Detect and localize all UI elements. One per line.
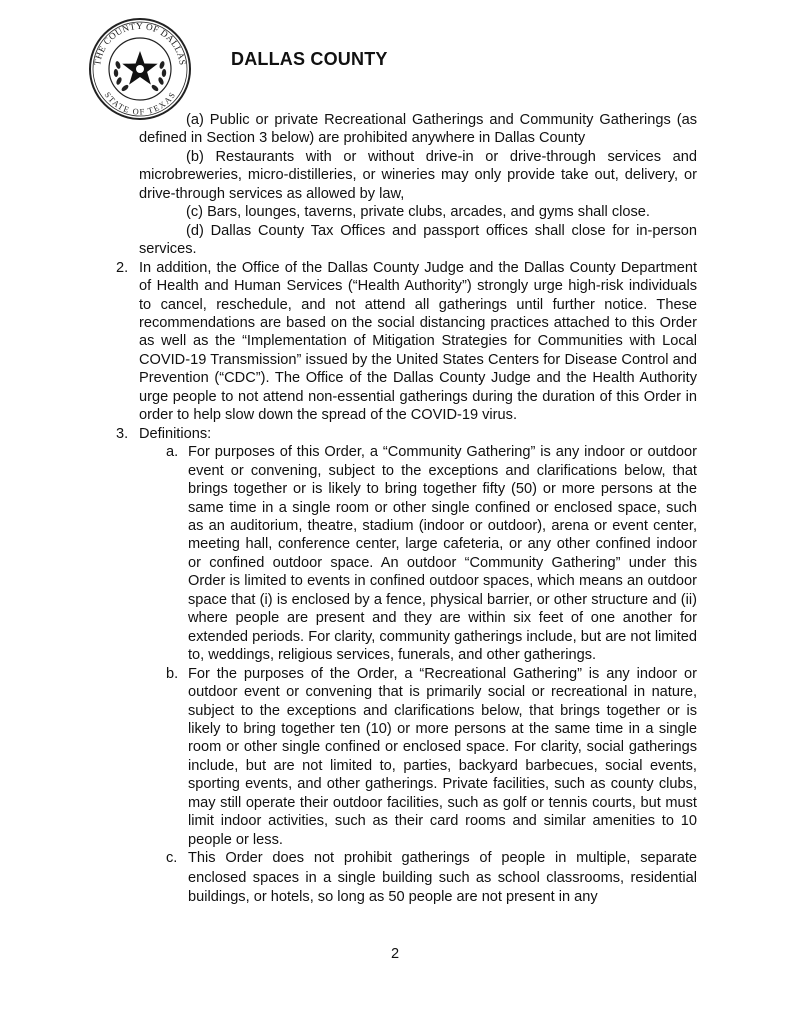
definition-b xyxy=(166,665,697,850)
numbered-item-2 xyxy=(116,259,697,425)
item-3-heading: Definitions: xyxy=(139,425,212,442)
definition-b-text: For the purposes of the Order, a “Recreational Gathering” is any indoor or outdoor event or convening that is primarily social or recreational in nature, subject to the exceptions and clarifications below, that brings together or is likely to bring together ten (10) or more persons at the same time in a single room or other single confined or enclosed space. For clarity, social gatherings include, but are not limited to, parties, backyard barbecues, social events, sporting events, and other gatherings. Private facilities, such as county clubs, may still operate their outdoor facilities, such as golf or tennis courts, but must limit indoor activities, such as their card rooms and similar amenities to 10 people or less. xyxy=(188,665,697,848)
item-2-text: In addition, the Office of the Dallas County Judge and the Dallas County Department of Health and Human Services (“Health Authority”) strongly urge high-risk individuals to cancel, reschedule, and not attend all gatherings until further notice. These recommendations are based on the social distancing practices attached to this Order as well as the “Implementation of Mitigation Strategies for Communities with Local COVID-19 Transmission” issued by the United States Centers for Disease Control and Prevention (“CDC”). The Office of the Dallas County Judge and the Health Authority urge people to not attend non-essential gatherings during the duration of this Order in order to help slow down the spread of the COVID-19 virus. xyxy=(139,259,697,424)
item-1c-text: (c) Bars, lounges, taverns, private clubs, arcades, and gyms shall close. xyxy=(186,204,650,221)
definition-a-text: For purposes of this Order, a “Community Gathering” is any indoor or outdoor event or convening, subject to the exceptions and clarifications below, that brings together or is likely to bring together fifty (50) or more persons at the same time in a single room or other single confined or enclosed space, such as an auditorium, theatre, stadium (indoor or outdoor), arena or event center, meeting hall, conference center, large cafeteria, or any other confined indoor or confined outdoor space. An outdoor “Community Gathering” under this Order is limited to events in confined outdoor spaces, which means an outdoor space that (i) is enclosed by a fence, physical barrier, or other structure and (ii) where people are present and they are within six feet of one another for extended periods. For clarity, community gatherings include, but are not limited to, weddings, religious services, funerals, and other gatherings. xyxy=(188,444,697,664)
seal-ring-top-text: THE COUNTY OF DALLAS xyxy=(92,20,188,67)
item-1a-text: (a) Public or private Recreational Gatherings and Community Gatherings (as defined in Section 3 below) are prohibited anywhere in Dallas County xyxy=(139,112,697,147)
page-header-title: DALLAS COUNTY xyxy=(231,49,388,69)
order-body xyxy=(116,111,697,908)
seal-ring-bottom-text: STATE OF TEXAS xyxy=(102,90,178,117)
definitions-list xyxy=(139,443,697,907)
item-3-number: 3. xyxy=(116,425,129,442)
definition-c xyxy=(166,849,697,908)
definition-a-letter: a. xyxy=(166,444,179,461)
definition-c-letter: c. xyxy=(166,850,178,867)
item-2-number: 2. xyxy=(116,259,129,276)
item-1d-text: (d) Dallas County Tax Offices and passport offices shall close for in-person services. xyxy=(139,222,697,258)
definition-c-text: This Order does not prohibit gatherings of people in multiple, separate enclosed spaces in a single building such as school classrooms, residential buildings, or hotels, so long as 50 people are not present in any xyxy=(188,850,697,906)
county-seal xyxy=(88,17,192,121)
page-number: 2 xyxy=(390,946,400,962)
item-1b-text: (b) Restaurants with or without drive-in or drive-through services and microbreweries, micro-distilleries, or wineries may only provide take out, delivery, or drive-through services as allowed by law, xyxy=(139,148,697,202)
definition-b-letter: b. xyxy=(166,665,179,682)
definition-a xyxy=(166,443,697,664)
numbered-item-3 xyxy=(116,425,697,443)
